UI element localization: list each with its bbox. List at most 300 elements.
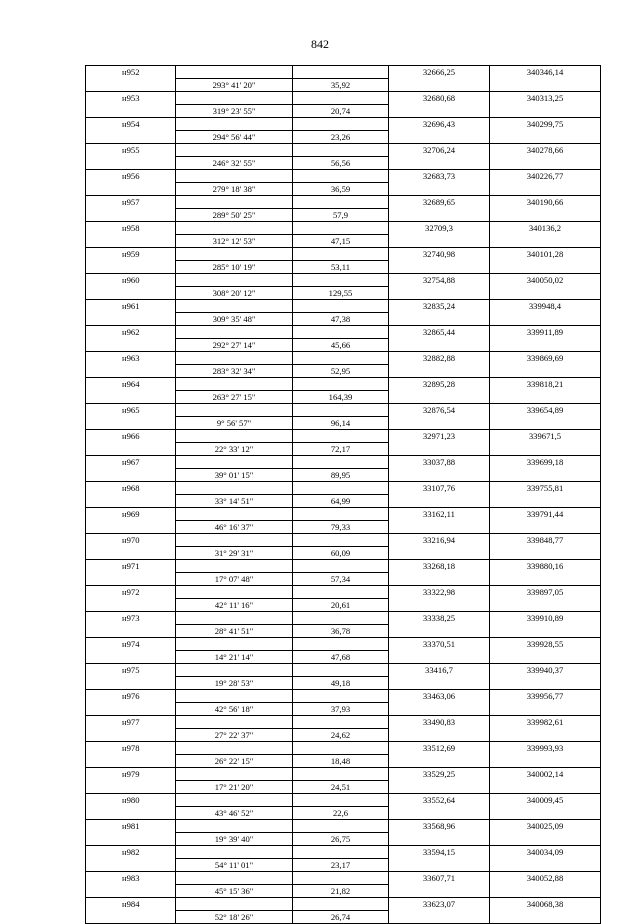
empty-cell bbox=[490, 417, 601, 430]
empty-cell bbox=[86, 287, 176, 300]
empty-cell bbox=[293, 560, 389, 573]
direction-angle: 42° 11' 16" bbox=[176, 599, 293, 612]
segment-row bbox=[86, 781, 601, 794]
point-name: н974 bbox=[86, 638, 176, 651]
empty-cell bbox=[176, 872, 293, 885]
empty-cell bbox=[293, 794, 389, 807]
point-y: 339956,77 bbox=[490, 690, 601, 703]
empty-cell bbox=[86, 183, 176, 196]
segment-length: 72,17 bbox=[293, 443, 389, 456]
empty-cell bbox=[86, 755, 176, 768]
point-name: н969 bbox=[86, 508, 176, 521]
segment-row bbox=[86, 573, 601, 586]
empty-cell bbox=[293, 846, 389, 859]
empty-cell bbox=[86, 105, 176, 118]
empty-cell bbox=[293, 144, 389, 157]
segment-length: 24,51 bbox=[293, 781, 389, 794]
point-x: 33416,7 bbox=[389, 664, 490, 677]
direction-angle: 263° 27' 15" bbox=[176, 391, 293, 404]
empty-cell bbox=[490, 911, 601, 924]
point-x: 32865,44 bbox=[389, 326, 490, 339]
segment-length: 89,95 bbox=[293, 469, 389, 482]
point-row bbox=[86, 534, 601, 547]
empty-cell bbox=[389, 677, 490, 690]
point-x: 33268,18 bbox=[389, 560, 490, 573]
empty-cell bbox=[490, 677, 601, 690]
segment-length: 96,14 bbox=[293, 417, 389, 430]
empty-cell bbox=[490, 885, 601, 898]
segment-row bbox=[86, 183, 601, 196]
empty-cell bbox=[86, 261, 176, 274]
segment-row bbox=[86, 755, 601, 768]
point-row bbox=[86, 326, 601, 339]
point-row bbox=[86, 872, 601, 885]
empty-cell bbox=[86, 391, 176, 404]
empty-cell bbox=[86, 79, 176, 92]
point-x: 33623,07 bbox=[389, 898, 490, 911]
segment-row bbox=[86, 261, 601, 274]
segment-length: 164,39 bbox=[293, 391, 389, 404]
point-name: н977 bbox=[86, 716, 176, 729]
empty-cell bbox=[389, 339, 490, 352]
direction-angle: 283° 32' 34" bbox=[176, 365, 293, 378]
point-row bbox=[86, 586, 601, 599]
empty-cell bbox=[176, 430, 293, 443]
empty-cell bbox=[86, 729, 176, 742]
segment-length: 47,38 bbox=[293, 313, 389, 326]
point-y: 339848,77 bbox=[490, 534, 601, 547]
empty-cell bbox=[176, 664, 293, 677]
empty-cell bbox=[86, 157, 176, 170]
point-row bbox=[86, 352, 601, 365]
point-row bbox=[86, 456, 601, 469]
empty-cell bbox=[490, 859, 601, 872]
empty-cell bbox=[490, 443, 601, 456]
point-y: 339755,81 bbox=[490, 482, 601, 495]
empty-cell bbox=[176, 482, 293, 495]
segment-length: 36,59 bbox=[293, 183, 389, 196]
empty-cell bbox=[490, 235, 601, 248]
segment-row bbox=[86, 703, 601, 716]
point-name: н980 bbox=[86, 794, 176, 807]
segment-row bbox=[86, 365, 601, 378]
empty-cell bbox=[293, 586, 389, 599]
point-row bbox=[86, 820, 601, 833]
segment-length: 26,74 bbox=[293, 911, 389, 924]
empty-cell bbox=[389, 209, 490, 222]
segment-length: 23,17 bbox=[293, 859, 389, 872]
empty-cell bbox=[86, 547, 176, 560]
point-y: 339671,5 bbox=[490, 430, 601, 443]
empty-cell bbox=[86, 469, 176, 482]
empty-cell bbox=[86, 885, 176, 898]
empty-cell bbox=[176, 196, 293, 209]
empty-cell bbox=[389, 443, 490, 456]
direction-angle: 294° 56' 44" bbox=[176, 131, 293, 144]
empty-cell bbox=[176, 768, 293, 781]
empty-cell bbox=[293, 92, 389, 105]
empty-cell bbox=[389, 391, 490, 404]
direction-angle: 309° 35' 48" bbox=[176, 313, 293, 326]
empty-cell bbox=[389, 469, 490, 482]
direction-angle: 31° 29' 31" bbox=[176, 547, 293, 560]
empty-cell bbox=[490, 79, 601, 92]
point-row bbox=[86, 560, 601, 573]
direction-angle: 54° 11' 01" bbox=[176, 859, 293, 872]
point-row bbox=[86, 794, 601, 807]
direction-angle: 17° 07' 48" bbox=[176, 573, 293, 586]
empty-cell bbox=[389, 651, 490, 664]
point-name: н961 bbox=[86, 300, 176, 313]
point-row bbox=[86, 716, 601, 729]
point-name: н956 bbox=[86, 170, 176, 183]
empty-cell bbox=[293, 170, 389, 183]
empty-cell bbox=[490, 131, 601, 144]
empty-cell bbox=[490, 105, 601, 118]
segment-row bbox=[86, 209, 601, 222]
point-x: 32706,24 bbox=[389, 144, 490, 157]
empty-cell bbox=[86, 677, 176, 690]
empty-cell bbox=[293, 534, 389, 547]
point-x: 32754,88 bbox=[389, 274, 490, 287]
point-y: 339993,93 bbox=[490, 742, 601, 755]
empty-cell bbox=[176, 144, 293, 157]
point-row bbox=[86, 66, 601, 79]
empty-cell bbox=[86, 703, 176, 716]
point-x: 33370,51 bbox=[389, 638, 490, 651]
empty-cell bbox=[86, 495, 176, 508]
segment-length: 18,48 bbox=[293, 755, 389, 768]
empty-cell bbox=[389, 131, 490, 144]
empty-cell bbox=[490, 703, 601, 716]
segment-row bbox=[86, 495, 601, 508]
segment-length: 49,18 bbox=[293, 677, 389, 690]
point-x: 32683,73 bbox=[389, 170, 490, 183]
empty-cell bbox=[389, 521, 490, 534]
direction-angle: 312° 12' 53" bbox=[176, 235, 293, 248]
point-x: 32680,68 bbox=[389, 92, 490, 105]
empty-cell bbox=[490, 339, 601, 352]
point-row bbox=[86, 664, 601, 677]
empty-cell bbox=[490, 755, 601, 768]
point-name: н976 bbox=[86, 690, 176, 703]
point-y: 339654,89 bbox=[490, 404, 601, 417]
empty-cell bbox=[86, 209, 176, 222]
segment-length: 129,55 bbox=[293, 287, 389, 300]
segment-row bbox=[86, 651, 601, 664]
point-name: н983 bbox=[86, 872, 176, 885]
point-row bbox=[86, 196, 601, 209]
segment-row bbox=[86, 417, 601, 430]
empty-cell bbox=[490, 469, 601, 482]
point-name: н971 bbox=[86, 560, 176, 573]
direction-angle: 289° 50' 25" bbox=[176, 209, 293, 222]
empty-cell bbox=[293, 482, 389, 495]
empty-cell bbox=[389, 105, 490, 118]
empty-cell bbox=[293, 404, 389, 417]
point-row bbox=[86, 92, 601, 105]
direction-angle: 26° 22' 15" bbox=[176, 755, 293, 768]
empty-cell bbox=[490, 495, 601, 508]
point-y: 340190,66 bbox=[490, 196, 601, 209]
empty-cell bbox=[176, 248, 293, 261]
empty-cell bbox=[176, 456, 293, 469]
segment-row bbox=[86, 105, 601, 118]
empty-cell bbox=[389, 235, 490, 248]
point-x: 32971,23 bbox=[389, 430, 490, 443]
point-row bbox=[86, 378, 601, 391]
segment-row bbox=[86, 677, 601, 690]
empty-cell bbox=[293, 716, 389, 729]
point-y: 339911,89 bbox=[490, 326, 601, 339]
segment-row bbox=[86, 157, 601, 170]
empty-cell bbox=[86, 443, 176, 456]
segment-row bbox=[86, 729, 601, 742]
empty-cell bbox=[86, 417, 176, 430]
segment-row bbox=[86, 391, 601, 404]
point-x: 32689,65 bbox=[389, 196, 490, 209]
point-x: 33490,83 bbox=[389, 716, 490, 729]
empty-cell bbox=[389, 261, 490, 274]
point-name: н964 bbox=[86, 378, 176, 391]
point-y: 339869,69 bbox=[490, 352, 601, 365]
empty-cell bbox=[490, 729, 601, 742]
direction-angle: 285° 10' 19" bbox=[176, 261, 293, 274]
point-y: 340025,09 bbox=[490, 820, 601, 833]
segment-row bbox=[86, 79, 601, 92]
empty-cell bbox=[293, 456, 389, 469]
point-name: н979 bbox=[86, 768, 176, 781]
empty-cell bbox=[490, 365, 601, 378]
point-row bbox=[86, 612, 601, 625]
direction-angle: 39° 01' 15" bbox=[176, 469, 293, 482]
point-y: 340034,09 bbox=[490, 846, 601, 859]
point-row bbox=[86, 690, 601, 703]
empty-cell bbox=[389, 807, 490, 820]
empty-cell bbox=[176, 586, 293, 599]
empty-cell bbox=[389, 417, 490, 430]
point-row bbox=[86, 508, 601, 521]
empty-cell bbox=[293, 326, 389, 339]
direction-angle: 279° 18' 38" bbox=[176, 183, 293, 196]
empty-cell bbox=[86, 911, 176, 924]
segment-row bbox=[86, 885, 601, 898]
point-y: 339982,61 bbox=[490, 716, 601, 729]
empty-cell bbox=[490, 599, 601, 612]
coordinates-table-body bbox=[86, 66, 601, 924]
empty-cell bbox=[86, 313, 176, 326]
point-x: 32666,25 bbox=[389, 66, 490, 79]
point-x: 32709,3 bbox=[389, 222, 490, 235]
point-x: 33162,11 bbox=[389, 508, 490, 521]
empty-cell bbox=[389, 183, 490, 196]
direction-angle: 9° 56' 57" bbox=[176, 417, 293, 430]
empty-cell bbox=[293, 612, 389, 625]
empty-cell bbox=[490, 781, 601, 794]
segment-length: 79,33 bbox=[293, 521, 389, 534]
page-number: 842 bbox=[311, 37, 329, 51]
empty-cell bbox=[176, 170, 293, 183]
segment-length: 47,68 bbox=[293, 651, 389, 664]
empty-cell bbox=[293, 638, 389, 651]
empty-cell bbox=[293, 664, 389, 677]
point-x: 32876,54 bbox=[389, 404, 490, 417]
empty-cell bbox=[293, 430, 389, 443]
empty-cell bbox=[293, 274, 389, 287]
point-name: н957 bbox=[86, 196, 176, 209]
point-name: н953 bbox=[86, 92, 176, 105]
segment-row bbox=[86, 443, 601, 456]
empty-cell bbox=[176, 638, 293, 651]
point-name: н959 bbox=[86, 248, 176, 261]
segment-length: 47,15 bbox=[293, 235, 389, 248]
point-x: 33594,15 bbox=[389, 846, 490, 859]
empty-cell bbox=[490, 261, 601, 274]
point-row bbox=[86, 898, 601, 911]
direction-angle: 46° 16' 37" bbox=[176, 521, 293, 534]
segment-row bbox=[86, 469, 601, 482]
point-y: 340278,66 bbox=[490, 144, 601, 157]
segment-length: 22,6 bbox=[293, 807, 389, 820]
empty-cell bbox=[176, 274, 293, 287]
point-x: 33107,76 bbox=[389, 482, 490, 495]
empty-cell bbox=[176, 378, 293, 391]
empty-cell bbox=[176, 820, 293, 833]
point-name: н962 bbox=[86, 326, 176, 339]
point-row bbox=[86, 638, 601, 651]
empty-cell bbox=[389, 495, 490, 508]
point-name: н965 bbox=[86, 404, 176, 417]
empty-cell bbox=[86, 235, 176, 248]
point-y: 340002,14 bbox=[490, 768, 601, 781]
empty-cell bbox=[293, 742, 389, 755]
direction-angle: 27° 22' 37" bbox=[176, 729, 293, 742]
empty-cell bbox=[176, 690, 293, 703]
empty-cell bbox=[293, 872, 389, 885]
point-y: 339910,89 bbox=[490, 612, 601, 625]
direction-angle: 308° 20' 12" bbox=[176, 287, 293, 300]
point-y: 339699,18 bbox=[490, 456, 601, 469]
direction-angle: 246° 32' 55" bbox=[176, 157, 293, 170]
direction-angle: 45° 15' 36" bbox=[176, 885, 293, 898]
direction-angle: 19° 39' 40" bbox=[176, 833, 293, 846]
empty-cell bbox=[389, 833, 490, 846]
segment-length: 64,99 bbox=[293, 495, 389, 508]
empty-cell bbox=[389, 885, 490, 898]
direction-angle: 293° 41' 20" bbox=[176, 79, 293, 92]
segment-length: 23,26 bbox=[293, 131, 389, 144]
empty-cell bbox=[176, 898, 293, 911]
point-name: н981 bbox=[86, 820, 176, 833]
point-y: 339791,44 bbox=[490, 508, 601, 521]
segment-row bbox=[86, 131, 601, 144]
empty-cell bbox=[86, 521, 176, 534]
direction-angle: 42° 56' 18" bbox=[176, 703, 293, 716]
empty-cell bbox=[389, 547, 490, 560]
point-name: н972 bbox=[86, 586, 176, 599]
point-x: 32895,28 bbox=[389, 378, 490, 391]
empty-cell bbox=[293, 820, 389, 833]
empty-cell bbox=[293, 66, 389, 79]
empty-cell bbox=[86, 599, 176, 612]
point-x: 32882,88 bbox=[389, 352, 490, 365]
point-x: 32740,98 bbox=[389, 248, 490, 261]
point-row bbox=[86, 170, 601, 183]
coordinates-table bbox=[85, 65, 601, 924]
segment-length: 60,09 bbox=[293, 547, 389, 560]
empty-cell bbox=[86, 131, 176, 144]
point-x: 32835,24 bbox=[389, 300, 490, 313]
point-name: н982 bbox=[86, 846, 176, 859]
empty-cell bbox=[293, 508, 389, 521]
empty-cell bbox=[293, 222, 389, 235]
empty-cell bbox=[86, 807, 176, 820]
point-y: 339928,55 bbox=[490, 638, 601, 651]
point-name: н973 bbox=[86, 612, 176, 625]
segment-length: 35,92 bbox=[293, 79, 389, 92]
segment-length: 56,56 bbox=[293, 157, 389, 170]
point-y: 340068,38 bbox=[490, 898, 601, 911]
empty-cell bbox=[176, 716, 293, 729]
point-row bbox=[86, 482, 601, 495]
segment-length: 24,62 bbox=[293, 729, 389, 742]
empty-cell bbox=[389, 313, 490, 326]
point-y: 340136,2 bbox=[490, 222, 601, 235]
empty-cell bbox=[176, 92, 293, 105]
empty-cell bbox=[389, 911, 490, 924]
empty-cell bbox=[389, 703, 490, 716]
segment-length: 36,78 bbox=[293, 625, 389, 638]
empty-cell bbox=[389, 157, 490, 170]
empty-cell bbox=[389, 859, 490, 872]
point-name: н970 bbox=[86, 534, 176, 547]
empty-cell bbox=[389, 729, 490, 742]
empty-cell bbox=[389, 599, 490, 612]
empty-cell bbox=[490, 391, 601, 404]
empty-cell bbox=[86, 833, 176, 846]
empty-cell bbox=[293, 690, 389, 703]
segment-row bbox=[86, 859, 601, 872]
point-x: 33037,88 bbox=[389, 456, 490, 469]
point-x: 33216,94 bbox=[389, 534, 490, 547]
point-name: н954 bbox=[86, 118, 176, 131]
point-name: н958 bbox=[86, 222, 176, 235]
segment-length: 45,66 bbox=[293, 339, 389, 352]
segment-row bbox=[86, 599, 601, 612]
empty-cell bbox=[176, 612, 293, 625]
point-y: 340226,77 bbox=[490, 170, 601, 183]
point-x: 33512,69 bbox=[389, 742, 490, 755]
empty-cell bbox=[176, 742, 293, 755]
segment-row bbox=[86, 833, 601, 846]
empty-cell bbox=[490, 209, 601, 222]
empty-cell bbox=[389, 79, 490, 92]
empty-cell bbox=[176, 508, 293, 521]
empty-cell bbox=[176, 118, 293, 131]
empty-cell bbox=[389, 781, 490, 794]
empty-cell bbox=[176, 846, 293, 859]
empty-cell bbox=[389, 625, 490, 638]
segment-row bbox=[86, 807, 601, 820]
empty-cell bbox=[176, 352, 293, 365]
empty-cell bbox=[176, 534, 293, 547]
point-row bbox=[86, 222, 601, 235]
point-name: н975 bbox=[86, 664, 176, 677]
point-row bbox=[86, 742, 601, 755]
point-y: 340299,75 bbox=[490, 118, 601, 131]
segment-row bbox=[86, 911, 601, 924]
point-y: 340101,28 bbox=[490, 248, 601, 261]
